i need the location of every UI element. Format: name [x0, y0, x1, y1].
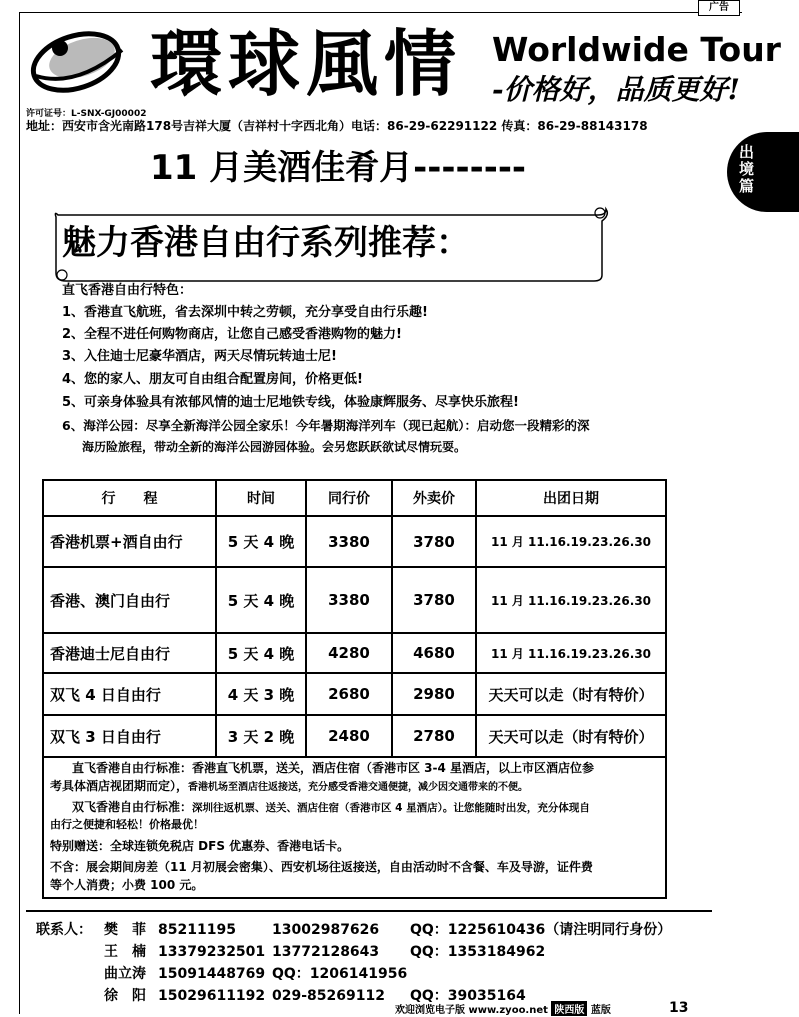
note-line [72, 799, 590, 816]
contact-mobile: 15091448769 [158, 966, 266, 982]
table-row [43, 567, 666, 633]
trade-price-cell: 2680 [306, 673, 392, 715]
duration-cell: 3 天 2 晚 [216, 715, 306, 757]
retail-price-cell: 4680 [392, 633, 476, 673]
departure-cell: 11 月 11.16.19.23.26.30 [476, 567, 666, 633]
trade-price-cell: 3380 [306, 516, 392, 567]
departure-cell: 天天可以走（时有特价） [476, 715, 666, 757]
feature-item: 2、全程不进任何购物商店，让您自己感受香港购物的魅力! [62, 327, 402, 342]
headline: 11 月美酒佳肴月-------- [150, 148, 527, 188]
contact-qq: QQ：1206141956 [272, 966, 408, 982]
feature-item: 6、海洋公园：尽享全新海洋公园全家乐！今年暑期海洋列车（现已起航）：启动您一段精彩的深 [62, 418, 590, 433]
brand-name-cn: 環球風情 [150, 21, 463, 106]
table-row [43, 633, 666, 673]
note-line: 特别赠送：全球连锁免税店 DFS 优惠券、香港电话卡。 [50, 839, 350, 853]
note-segment: 香港机场至酒店往返接送，充分感受香港交通便捷，减少因交通带来的不便。 [188, 782, 529, 793]
header-retail-price: 外卖价 [392, 480, 476, 516]
contact-mobile: 13002987626 [272, 922, 380, 938]
note-segment: 深圳往返机票、送关、酒店住宿（香港市区 4 星酒店）。让您能随时出发，充分体现自 [192, 802, 590, 814]
contact-qq: QQ：1353184962 [410, 944, 546, 960]
divider [26, 910, 712, 912]
route-cell: 香港、澳门自由行 [43, 567, 216, 633]
note-segment: 双飞香港自由行标准： [72, 800, 193, 814]
note-segment: 考具体酒店视团期而定）， [50, 779, 189, 793]
header-trade-price: 同行价 [306, 480, 392, 516]
note-line [50, 778, 528, 796]
table-row [43, 715, 666, 757]
departure-cell: 11 月 11.16.19.23.26.30 [476, 516, 666, 567]
table-row [43, 673, 666, 715]
section-title: 魅力香港自由行系列推荐： [62, 223, 470, 263]
route-cell: 双飞 4 日自由行 [43, 673, 216, 715]
trade-price-cell: 3380 [306, 567, 392, 633]
contact-mobile: 13379232501 [158, 944, 266, 960]
features-heading: 直飞香港自由行特色： [62, 283, 193, 298]
table-header-row [43, 480, 666, 516]
brand-name-en: Worldwide Tour [492, 30, 781, 69]
note-line: 不含：展会期间房差（11 月初展会密集）、西安机场往返接送，自由活动时不含餐、车及导游，证件费 [50, 860, 593, 874]
note-line: 等个人消费；小费 100 元。 [50, 878, 204, 892]
contact-phone: 029-85269112 [272, 988, 385, 1004]
feature-item: 海历险旅程，带动全新的海洋公园游园体验。会另您跃跃欲试尽情玩耍。 [82, 440, 467, 454]
duration-cell: 5 天 4 晚 [216, 516, 306, 567]
brand-slogan: -价格好，品质更好! [492, 73, 740, 106]
header-route: 行 程 [43, 480, 216, 516]
feature-item: 1、香港直飞航班，省去深圳中转之劳顿，充分享受自由行乐趣! [62, 305, 428, 320]
edition-label: 蓝版 [590, 1005, 611, 1016]
note-line: 由行之便捷和轻松！价格最优！ [50, 818, 204, 831]
contact-label: 联系人： [36, 922, 92, 938]
license-number: 许可证号：L-SNX-GJ00002 [26, 109, 147, 119]
feature-item: 4、您的家人、朋友可自由组合配置房间，价格更低! [62, 372, 363, 387]
feature-item: 5、可亲身体验具有浓郁风情的迪士尼地铁专线，体验康辉服务、尽享快乐旅程! [62, 395, 519, 410]
note-line: 直飞香港自由行标准：香港直飞机票，送关，酒店住宿（香港市区 3-4 星酒店，以上市区酒店位参 [72, 761, 595, 775]
retail-price-cell: 2980 [392, 673, 476, 715]
table-row [43, 516, 666, 567]
route-cell: 香港机票+酒自由行 [43, 516, 216, 567]
trade-price-cell: 2480 [306, 715, 392, 757]
retail-price-cell: 2780 [392, 715, 476, 757]
contact-phone: 85211195 [158, 922, 236, 938]
globe-logo-icon [26, 26, 132, 94]
footer-text: 欢迎浏览电子版 www.zyoo.net [395, 1005, 548, 1016]
tour-price-table [42, 479, 667, 758]
footer-bar [395, 1001, 611, 1016]
section-tab-label: 出境篇 [739, 143, 755, 195]
header-departure-dates: 出团日期 [476, 480, 666, 516]
contact-qq: QQ：39035164 [410, 988, 526, 1004]
header-duration: 时间 [216, 480, 306, 516]
duration-cell: 4 天 3 晚 [216, 673, 306, 715]
contact-name: 王 楠 [104, 944, 146, 960]
route-cell: 香港迪士尼自由行 [43, 633, 216, 673]
retail-price-cell: 3780 [392, 516, 476, 567]
contact-name: 徐 阳 [104, 988, 146, 1004]
contact-mobile: 13772128643 [272, 944, 380, 960]
departure-cell: 11 月 11.16.19.23.26.30 [476, 633, 666, 673]
address-line: 地址：西安市含光南路178号吉祥大厦（吉祥村十字西北角）电话：86-29-62291122 传真：86-29-88143178 [26, 119, 648, 133]
section-tab-outbound [727, 132, 799, 212]
duration-cell: 5 天 4 晚 [216, 567, 306, 633]
ad-tag: 广告 [698, 0, 740, 16]
contact-mobile: 15029611192 [158, 988, 266, 1004]
route-cell: 双飞 3 日自由行 [43, 715, 216, 757]
retail-price-cell: 3780 [392, 567, 476, 633]
edition-badge: 陕西版 [551, 1001, 587, 1016]
feature-item: 3、入住迪士尼豪华酒店，两天尽情玩转迪士尼! [62, 349, 337, 364]
notes-box [42, 754, 667, 899]
departure-cell: 天天可以走（时有特价） [476, 673, 666, 715]
trade-price-cell: 4280 [306, 633, 392, 673]
contact-name: 曲立涛 [104, 966, 146, 982]
duration-cell: 5 天 4 晚 [216, 633, 306, 673]
contact-qq: QQ：1225610436（请注明同行身份） [410, 922, 672, 938]
contact-name: 樊 菲 [104, 922, 146, 938]
page-number: 13 [669, 1000, 689, 1016]
